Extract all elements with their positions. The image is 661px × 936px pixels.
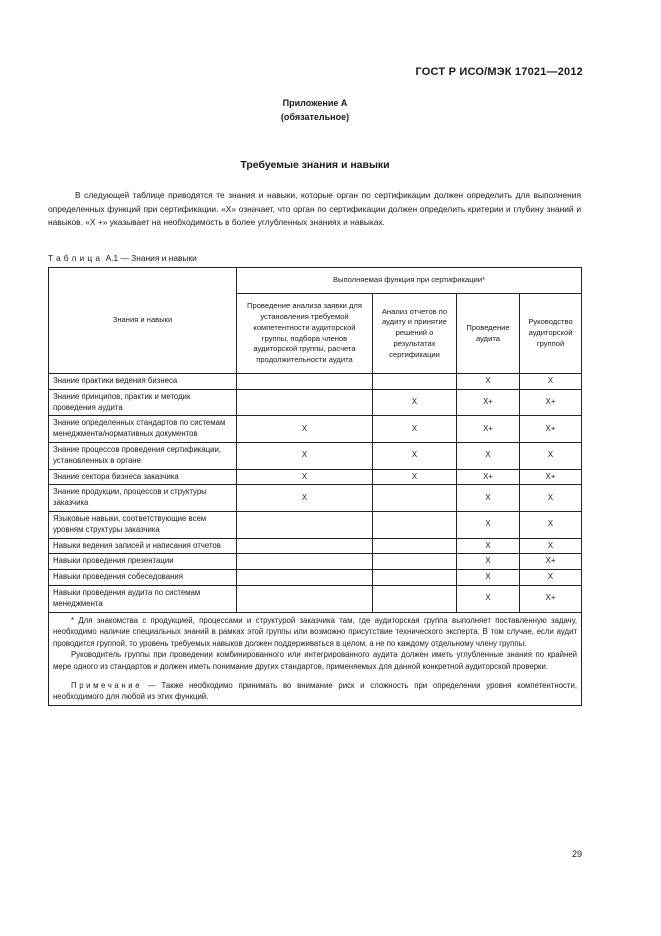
table-caption-prefix: Таблица: [48, 253, 104, 263]
mark-cell: X+: [457, 416, 520, 443]
knowledge-cell: Навыки проведения презентации: [49, 554, 237, 570]
mark-cell: X: [457, 511, 520, 538]
mark-cell: X: [520, 485, 582, 512]
header-row-1: [49, 268, 582, 294]
mark-cell: [237, 585, 373, 612]
mark-cell: X+: [520, 585, 582, 612]
mark-cell: X: [457, 570, 520, 586]
table-notes: [49, 612, 582, 705]
mark-cell: [373, 554, 457, 570]
mark-cell: X: [457, 442, 520, 469]
mark-cell: X: [457, 538, 520, 554]
knowledge-cell: Знание продукции, процессов и структуры заказчика: [49, 485, 237, 512]
knowledge-cell: Языковые навыки, соответствующие всем уровням структуры заказчика: [49, 511, 237, 538]
mark-cell: X: [237, 485, 373, 512]
table-row: [49, 416, 582, 443]
section-title: Требуемые знания и навыки: [240, 159, 390, 171]
mark-cell: X: [457, 554, 520, 570]
mark-cell: X+: [520, 554, 582, 570]
mark-cell: [373, 570, 457, 586]
table-row: [49, 485, 582, 512]
mark-cell: X+: [520, 416, 582, 443]
table-row: [49, 554, 582, 570]
knowledge-cell: Навыки проведения аудита по системам менеджмента: [49, 585, 237, 612]
mark-cell: X+: [520, 469, 582, 485]
mark-cell: [373, 374, 457, 390]
mark-cell: [373, 585, 457, 612]
table-caption-label: А.1 — Знания и навыки: [105, 253, 197, 263]
mark-cell: X: [520, 511, 582, 538]
mark-cell: [237, 554, 373, 570]
intro-text: В следующей таблице приводятся те знания и навыки, которые орган по сертификации должен определить для выполнения определенных функций при сертификации. «X» означает, что орган по сертификации должен определить критерии и глубину знаний и навыков. «X +» указывает на необходимость в более углубленных знаниях и навыках.: [48, 190, 581, 227]
header-col-application-review: Проведение анализа заявки для установления требуемой компетентности аудиторской группы, подбора членов аудиторской группы, расчета продолжительности аудита: [237, 294, 373, 374]
annex-title: Приложение А: [282, 98, 348, 108]
mark-cell: [237, 570, 373, 586]
header-knowledge: Знания и навыки: [49, 268, 237, 374]
table-row: [49, 538, 582, 554]
table-row: [49, 374, 582, 390]
table-body: [49, 268, 582, 706]
mark-cell: [237, 511, 373, 538]
mark-cell: [373, 511, 457, 538]
table-note: [53, 680, 577, 703]
mark-cell: [237, 389, 373, 416]
table-row: [49, 585, 582, 612]
header-function-group: Выполняемая функция при сертификации*: [237, 268, 582, 294]
note-text: — Также необходимо принимать во внимание риск и сложность при определении уровня компетентности, необходимого для любой из этих функций.: [53, 680, 578, 702]
knowledge-skills-table: [48, 267, 582, 706]
knowledge-cell: Навыки ведения записей и написания отчетов: [49, 538, 237, 554]
knowledge-cell: Навыки проведения собеседования: [49, 570, 237, 586]
knowledge-cell: Знание определенных стандартов по системам менеджмента/нормативных документов: [49, 416, 237, 443]
knowledge-cell: Знание практики ведения бизнеса: [49, 374, 237, 390]
mark-cell: X: [373, 469, 457, 485]
knowledge-cell: Знание сектора бизнеса заказчика: [49, 469, 237, 485]
mark-cell: [237, 374, 373, 390]
knowledge-cell: Знание процессов проведения сертификации, установленных в органе: [49, 442, 237, 469]
mark-cell: [373, 485, 457, 512]
notes-row: [49, 612, 582, 705]
header-col-audit: Проведение аудита: [457, 294, 520, 374]
annex-heading: [0, 96, 630, 124]
table-row: [49, 469, 582, 485]
table-row: [49, 442, 582, 469]
intro-paragraph: [48, 189, 581, 230]
table-footnote: * Для знакомства с продукцией, процессами и структурой заказчика там, где аудиторская группа выполняет поставленную задачу, необходимо наличие специальных знаний в рамках этой группы или возможно присутствие технического эксперта. В том случае, если аудит проводится группой, то уровень требуемых навыков должен поддерживаться в целом, а не по каждому отдельному члену группы.: [53, 615, 578, 648]
mark-cell: X: [520, 538, 582, 554]
table-caption: [48, 253, 197, 263]
mark-cell: X+: [457, 389, 520, 416]
table-row: [49, 511, 582, 538]
knowledge-cell: Знание принципов, практик и методик проведения аудита: [49, 389, 237, 416]
mark-cell: X: [457, 585, 520, 612]
annex-status: (обязательное): [280, 112, 350, 122]
mark-cell: [237, 538, 373, 554]
mark-cell: X: [373, 442, 457, 469]
table-row: [49, 570, 582, 586]
note-label: Примечание: [71, 680, 143, 690]
mark-cell: X: [237, 442, 373, 469]
mark-cell: X: [457, 374, 520, 390]
mark-cell: X: [237, 416, 373, 443]
mark-cell: X+: [457, 469, 520, 485]
mark-cell: X: [520, 374, 582, 390]
mark-cell: X: [520, 570, 582, 586]
table-row: [49, 389, 582, 416]
mark-cell: X: [457, 485, 520, 512]
leader-note: Руководитель группы при проведении комбинированного или интегрированного аудита должен иметь углубленные знания по крайней мере одного из стандартов и должен иметь понимание других стандартов, применяемых для данной конкретной аудиторской проверки.: [53, 650, 578, 671]
mark-cell: X: [373, 389, 457, 416]
mark-cell: X: [237, 469, 373, 485]
standard-designation: ГОСТ Р ИСО/МЭК 17021—2012: [415, 66, 583, 78]
mark-cell: X: [520, 442, 582, 469]
mark-cell: X+: [520, 389, 582, 416]
mark-cell: X: [373, 416, 457, 443]
page-number: 29: [572, 849, 583, 859]
header-col-report-review: Анализ отчетов по аудиту и принятие решений о результатах сертификации: [373, 294, 457, 374]
header-col-team-lead: Руководство аудиторской группой: [520, 294, 582, 374]
mark-cell: [373, 538, 457, 554]
